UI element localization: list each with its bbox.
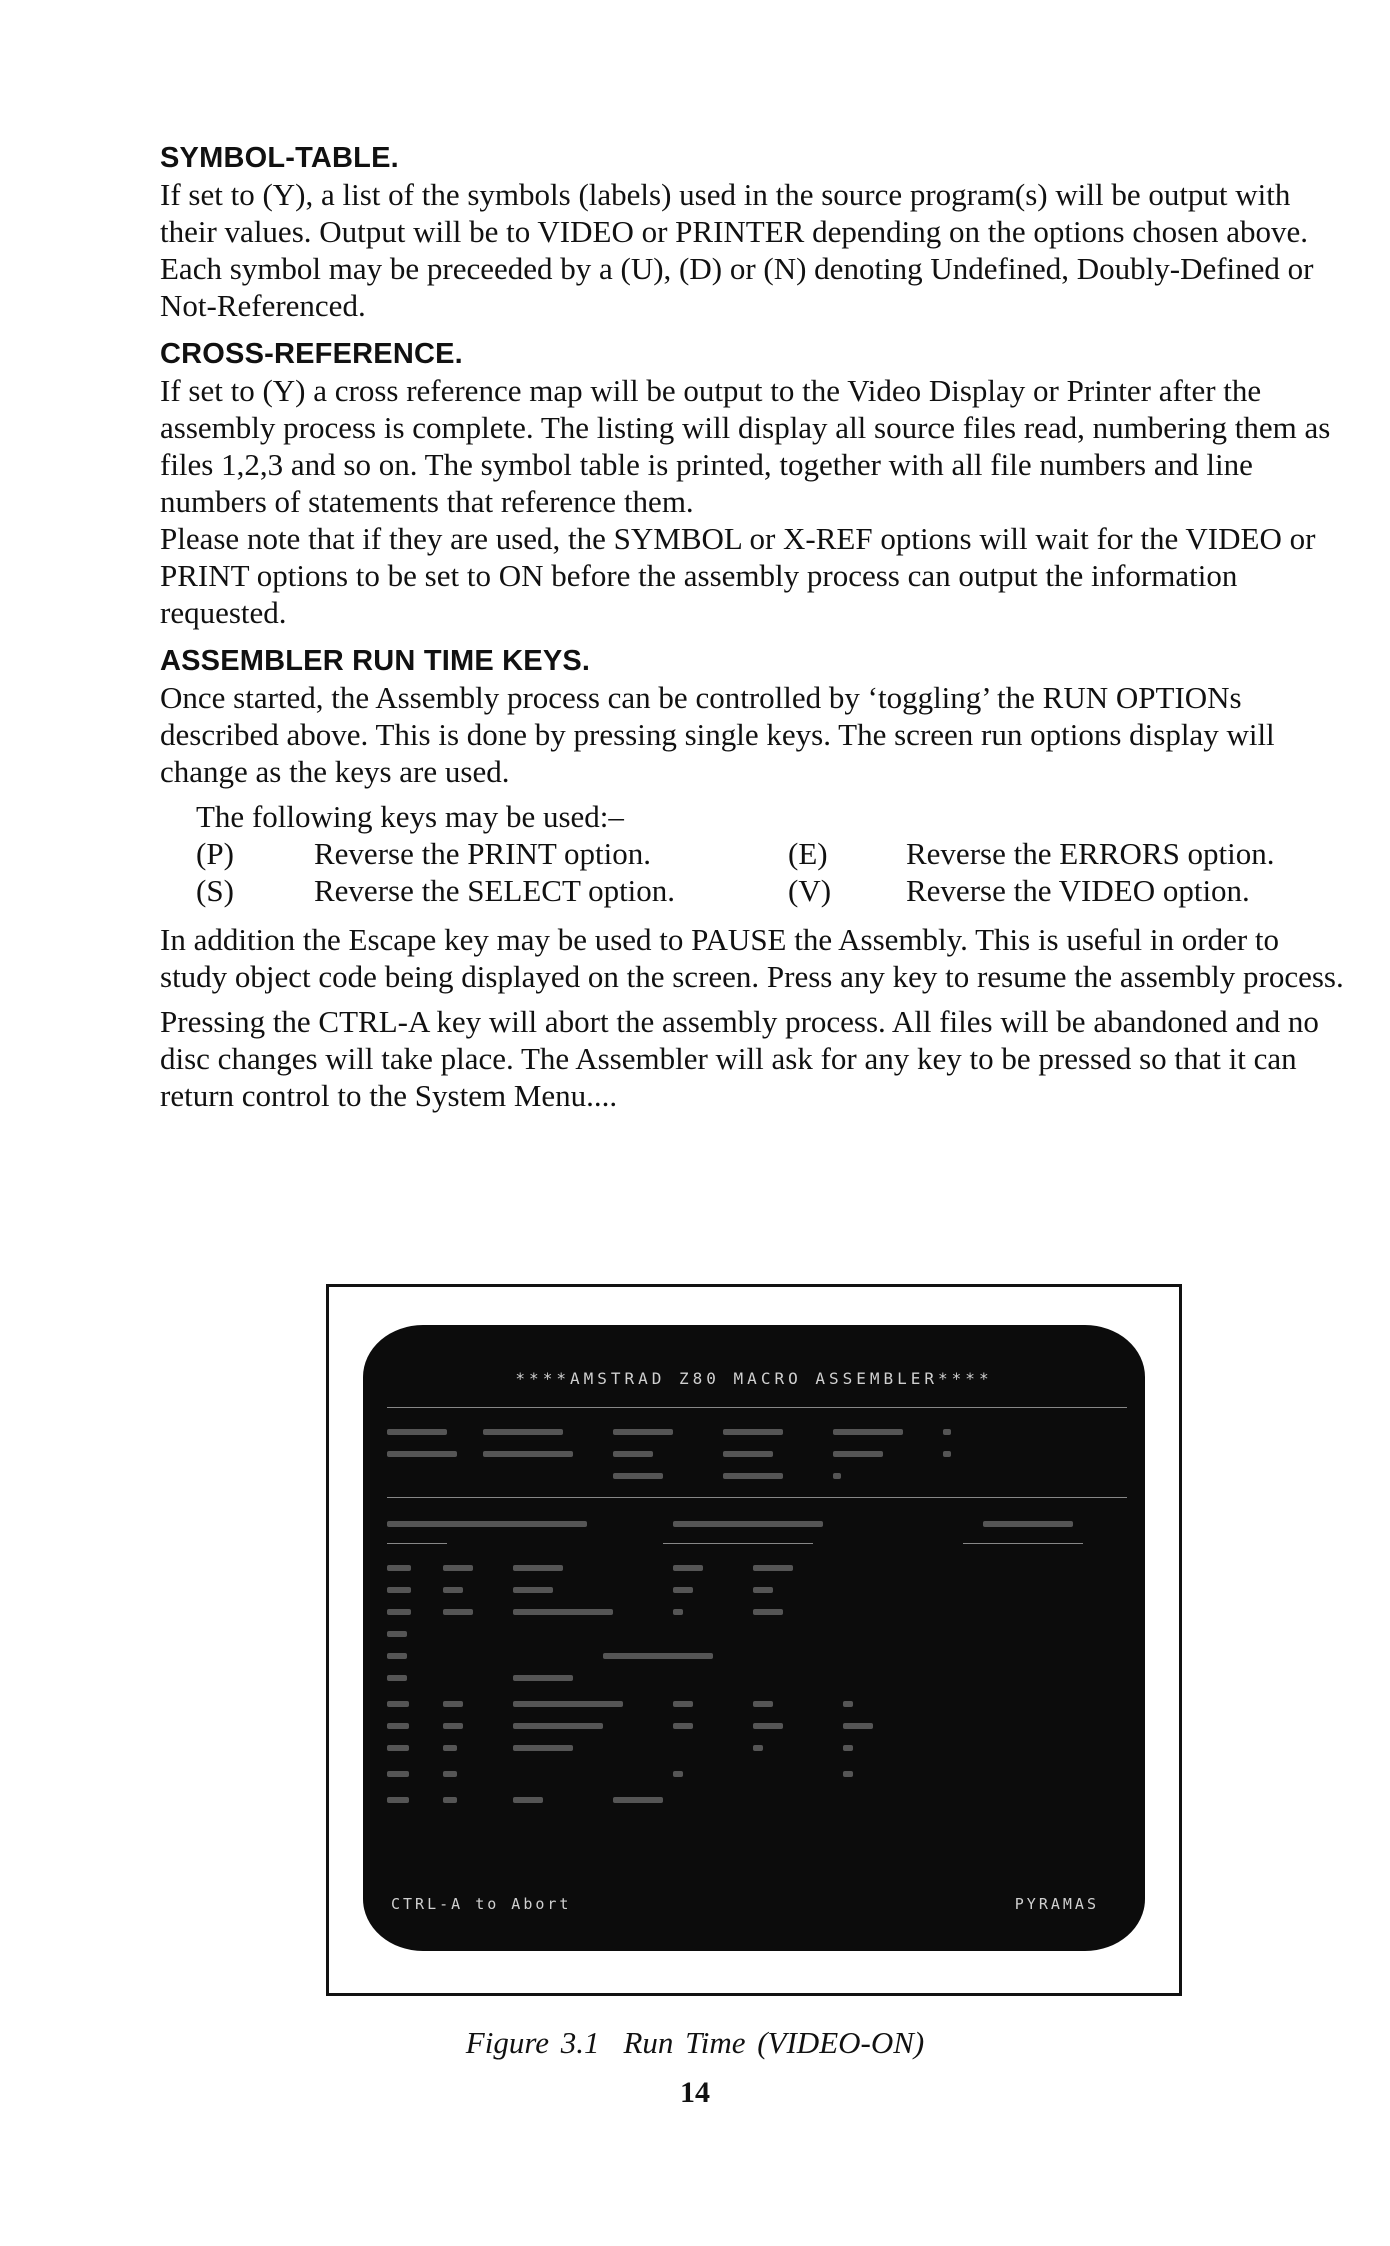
cross-reference-paragraph: If set to (Y) a cross reference map will be output to the Video Display or Printer after the assembly process is complete. The listing will display all source files read, numbering them as files 1,2,3 and so on. The symbol table is printed, together with all file numbers and line numbers of statements that reference them.: [160, 373, 1331, 519]
screen-title: ****AMSTRAD Z80 MACRO ASSEMBLER****: [515, 1369, 993, 1388]
key-description: Reverse the VIDEO option.: [906, 873, 1250, 908]
screen-footer-abort-hint: CTRL-A to Abort: [391, 1895, 572, 1913]
cross-reference-heading: CROSS-REFERENCE.: [160, 338, 463, 370]
key-description: Reverse the SELECT option.: [314, 873, 676, 908]
keys-intro: The following keys may be used:–: [196, 799, 624, 834]
key-label: (S): [196, 873, 234, 908]
document-body: [160, 140, 1350, 1114]
page-number: 14: [680, 2076, 710, 2109]
run-time-keys-heading: ASSEMBLER RUN TIME KEYS.: [160, 645, 591, 677]
cross-reference-note: Please note that if they are used, the SYMBOL or X-REF options will wait for the VIDEO or PRINT options to be set to ON before the assembly process can output the information requested.: [160, 521, 1316, 630]
key-label: (P): [196, 836, 234, 871]
key-row: [196, 872, 1350, 909]
figure-frame: [326, 1284, 1182, 1996]
key-description: Reverse the ERRORS option.: [906, 836, 1275, 871]
symbol-table-heading: SYMBOL-TABLE.: [160, 142, 399, 174]
figure-caption: [0, 2024, 1390, 2062]
symbol-table-paragraph: If set to (Y), a list of the symbols (labels) used in the source program(s) will be output with their values. Output will be to VIDEO or PRINTER depending on the options chosen above. Each symbol may be preceeded by a (U), (D) or (N) denoting Undefined, Doubly-Defined or Not-Referenced.: [160, 177, 1314, 323]
run-time-keys-paragraph: Once started, the Assembly process can be controlled by ‘toggling’ the RUN OPTIONs described above. This is done by pressing single keys. The screen run options display will change as the keys are used.: [160, 680, 1275, 789]
keys-table: [196, 835, 1350, 909]
key-description: Reverse the PRINT option.: [314, 836, 651, 871]
ctrl-a-paragraph: Pressing the CTRL-A key will abort the assembly process. All files will be abandoned and no disc changes will take place. The Assembler will ask for any key to be pressed so that it can return control to the System Menu....: [160, 1004, 1319, 1113]
key-label: (E): [788, 836, 828, 871]
figure-title: Run Time (VIDEO-ON): [623, 2025, 925, 2060]
key-row: [196, 835, 1350, 872]
key-label: (V): [788, 873, 832, 908]
screen-footer-brand: PYRAMAS: [1014, 1895, 1099, 1913]
escape-key-paragraph: In addition the Escape key may be used to PAUSE the Assembly. This is useful in order to study object code being displayed on the screen. Press any key to resume the assembly process.: [160, 922, 1344, 994]
crt-screen-photo: [363, 1325, 1145, 1951]
figure-number: Figure 3.1: [465, 2025, 600, 2060]
